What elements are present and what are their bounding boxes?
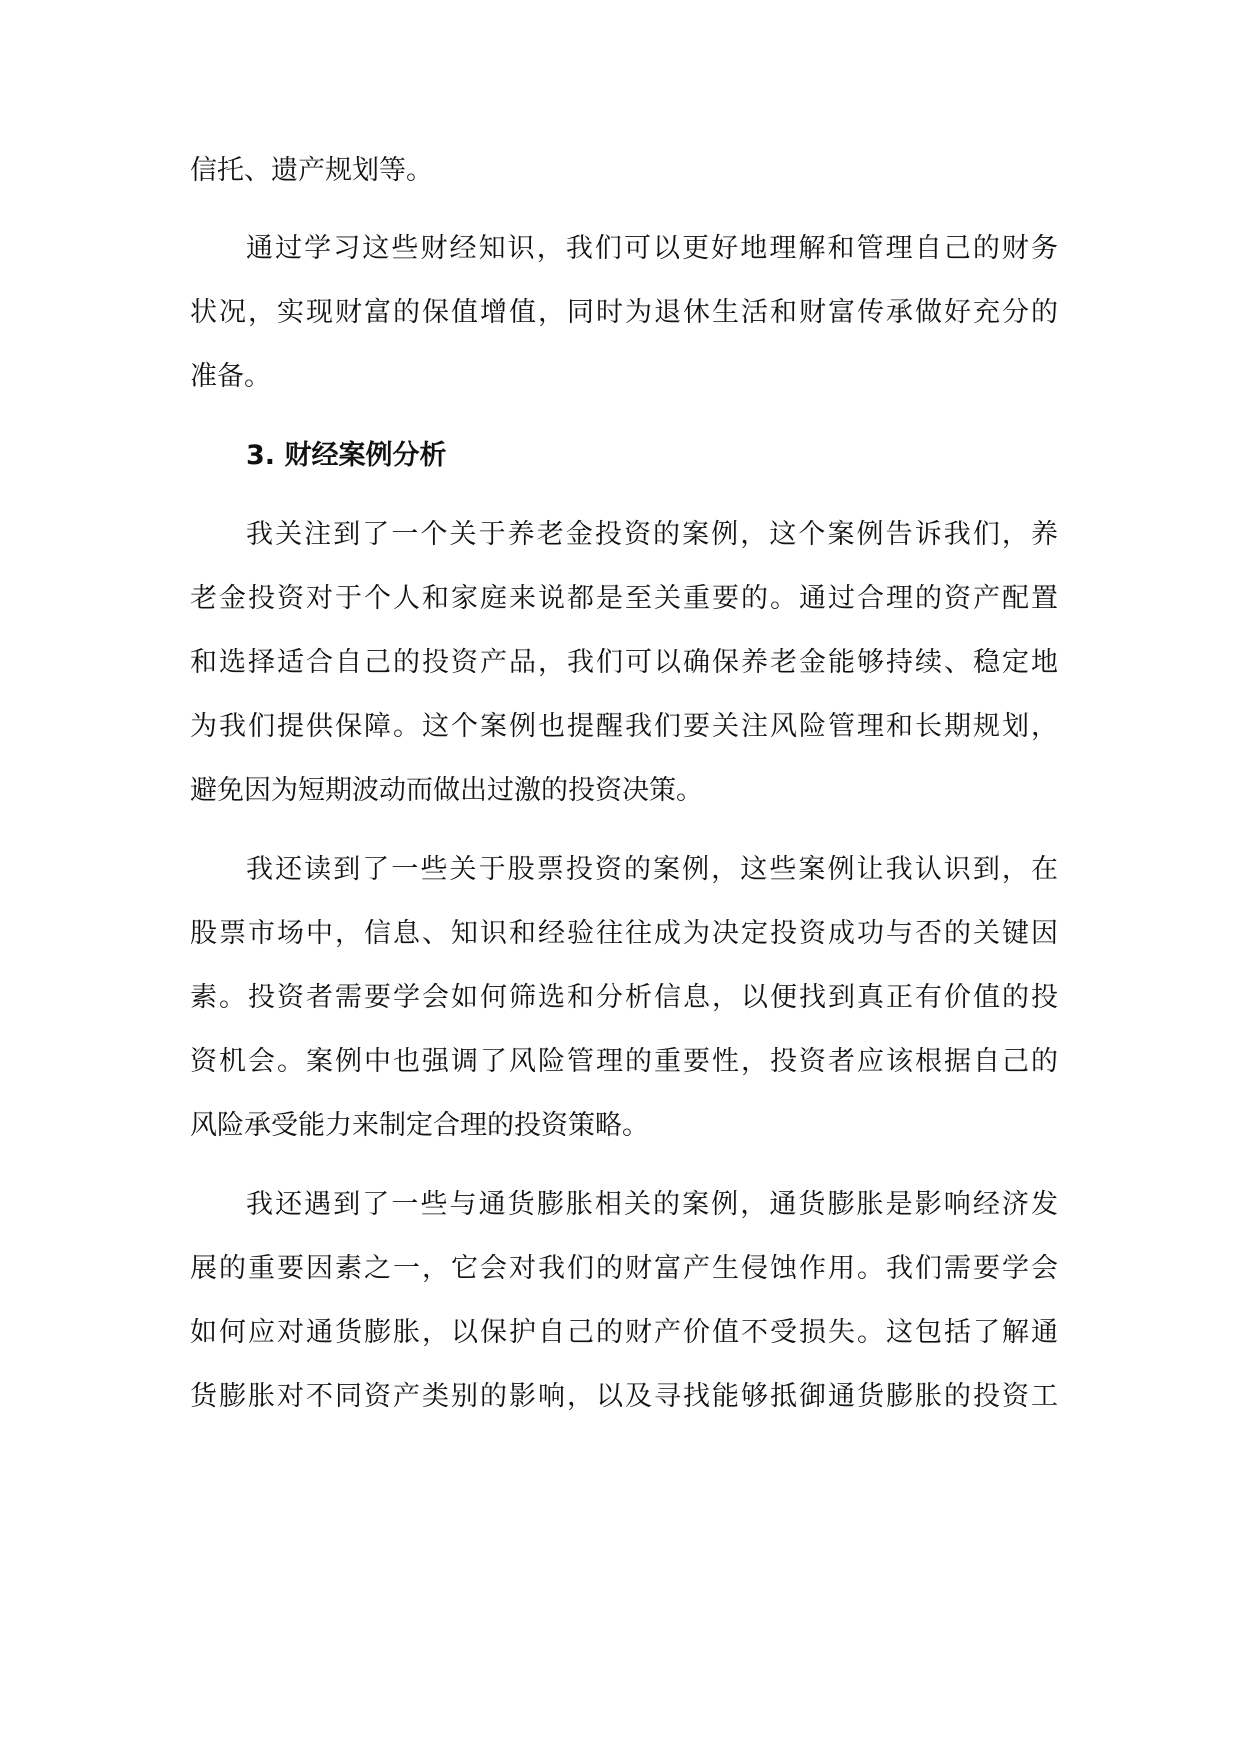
section-heading: 3. 财经案例分析 <box>246 440 447 471</box>
paragraph-line: 状况，实现财富的保值增值，同时为退休生活和财富传承做好充分的 <box>190 297 1058 328</box>
paragraph-line: 资机会。案例中也强调了风险管理的重要性，投资者应该根据自己的 <box>190 1046 1058 1077</box>
paragraph-line: 货膨胀对不同资产类别的影响，以及寻找能够抵御通货膨胀的投资工 <box>190 1381 1058 1412</box>
paragraph-line: 信托、遗产规划等。 <box>190 155 433 186</box>
paragraph-line: 避免因为短期波动而做出过激的投资决策。 <box>190 775 703 806</box>
paragraph-line: 展的重要因素之一，它会对我们的财富产生侵蚀作用。我们需要学会 <box>190 1253 1058 1284</box>
paragraph-line: 风险承受能力来制定合理的投资策略。 <box>190 1110 649 1141</box>
paragraph-line: 我还遇到了一些与通货膨胀相关的案例，通货膨胀是影响经济发 <box>246 1189 1058 1220</box>
paragraph-line: 和选择适合自己的投资产品，我们可以确保养老金能够持续、稳定地 <box>190 647 1058 678</box>
paragraph-line: 素。投资者需要学会如何筛选和分析信息，以便找到真正有价值的投 <box>190 982 1058 1013</box>
paragraph-line: 我还读到了一些关于股票投资的案例，这些案例让我认识到，在 <box>246 854 1058 885</box>
paragraph-line: 准备。 <box>190 361 271 392</box>
paragraph-line: 我关注到了一个关于养老金投资的案例，这个案例告诉我们，养 <box>246 519 1058 550</box>
paragraph-line: 通过学习这些财经知识，我们可以更好地理解和管理自己的财务 <box>246 233 1058 264</box>
paragraph-line: 老金投资对于个人和家庭来说都是至关重要的。通过合理的资产配置 <box>190 583 1058 614</box>
paragraph-line: 股票市场中，信息、知识和经验往往成为决定投资成功与否的关键因 <box>190 918 1058 949</box>
paragraph-line: 如何应对通货膨胀，以保护自己的财产价值不受损失。这包括了解通 <box>190 1317 1058 1348</box>
paragraph-line: 为我们提供保障。这个案例也提醒我们要关注风险管理和长期规划， <box>190 711 1058 742</box>
